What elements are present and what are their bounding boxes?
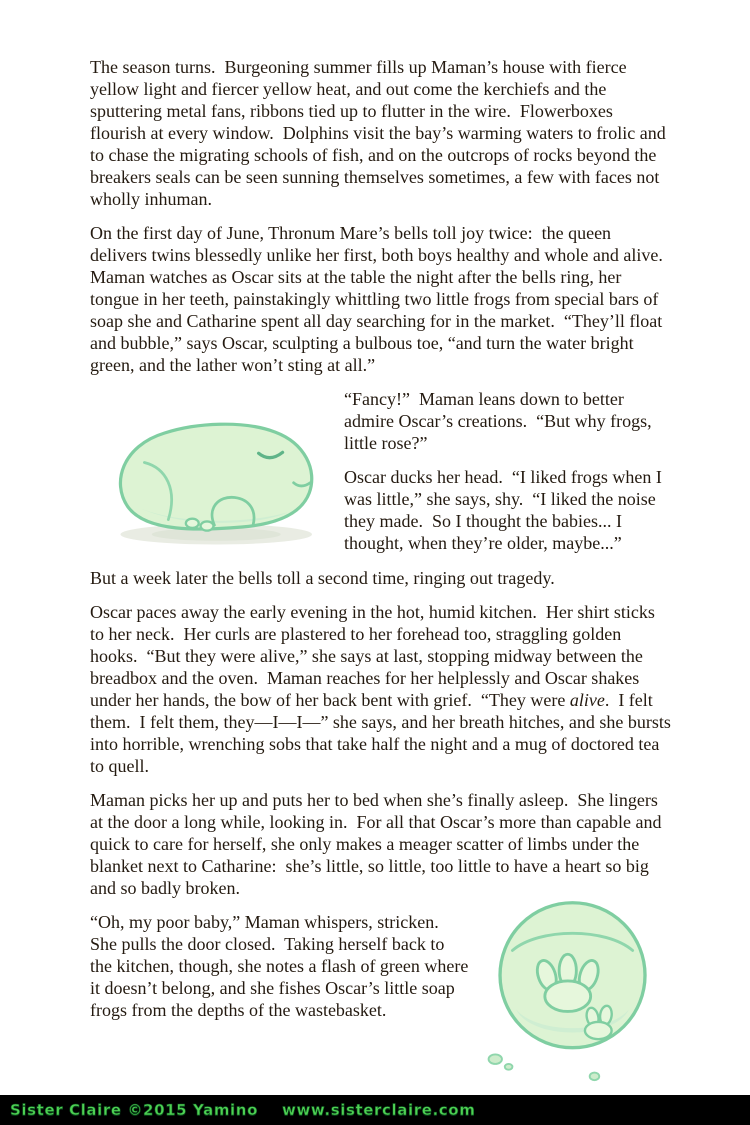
paragraph-tragedy: But a week later the bells toll a second time, ringing out tragedy. <box>90 568 555 588</box>
illustrated-row-sleeping-frog <box>90 388 672 555</box>
copyright-text: Sister Claire ©2015 Yamino <box>10 1101 258 1119</box>
story-page-content <box>90 56 676 1103</box>
sleeping-soap-frog-illustration <box>90 388 344 555</box>
paragraph-puts-to-bed: Maman picks her up and puts her to bed when she’s finally asleep. She lingers at the door a long while, looking in. For all that Oscar’s more than capable and quick to care for herself, she only makes a meager scatter of limbs under the blanket next to Catharine: she’s little, so little, too little to have a heart so big and so badly broken. <box>90 790 667 898</box>
paragraph-oscar-paces-lead: Oscar paces away the early evening in the hot, humid kitchen. Her shirt sticks to her neck. Her curls are plastered to her forehead too, straggling golden hooks. “But they were alive,” she says at last, stopping midway between the breadbox and the oven. Maman reaches for her helplessly and Oscar shakes under her hands, the bow of her back bent with grief. “They were <box>90 602 660 710</box>
curled-soap-frog-icon <box>480 895 666 1086</box>
illustrated-row-frog-ball <box>90 911 672 1091</box>
sleeping-soap-frog-icon <box>102 398 336 550</box>
curled-soap-frog-illustration <box>480 895 672 1091</box>
paragraph-poor-baby: “Oh, my poor baby,” Maman whispers, stricken. She pulls the door closed. Taking herself back to the kitchen, though, she notes a flash of green where it doesn’t belong, and she fishes Oscar’s little soap frogs from the depths of the wastebasket. <box>90 912 473 1020</box>
paragraph-oscar-paces-tail: . I felt them. I felt them, they—I—I—” she says, and her breath hitches, and she bursts into horrible, wrenching sobs that take half the night and a mug of doctored tea to quell. <box>90 690 676 776</box>
paragraph-oscar-paces <box>90 601 676 777</box>
paragraph-liked-frogs: Oscar ducks her head. “I liked frogs when I was little,” she says, shy. “I liked the noise they made. So I thought the babies... I thought, when they’re older, maybe...” <box>344 467 667 553</box>
side-text-column <box>344 388 672 554</box>
closing-text-column <box>90 911 480 1021</box>
website-text: www.sisterclaire.com <box>281 1101 476 1119</box>
paragraph-bells-toll-joy: On the first day of June, Thronum Mare’s bells toll joy twice: the queen delivers twins blessedly unlike her first, both boys healthy and whole and alive. Maman watches as Oscar sits at the table the night after the bells ring, her tongue in her teeth, painstakingly whittling two little frogs from special bars of soap she and Catharine spent all day searching for in the market. “They’ll float and bubble,” says Oscar, sculpting a bulbous toe, “and turn the water bright green, and the lather won’t sting at all.” <box>90 223 672 375</box>
footer-bar <box>0 1095 750 1125</box>
paragraph-oscar-paces-emphasis: alive <box>569 690 605 710</box>
paragraph-fancy: “Fancy!” Maman leans down to better admire Oscar’s creations. “But why frogs, little rose?” <box>344 389 657 453</box>
paragraph-season-turns: The season turns. Burgeoning summer fills up Maman’s house with fierce yellow light and fiercer yellow heat, and out come the kerchiefs and the sputtering metal fans, ribbons tied up to flutter in the wire. Flowerboxes flourish at every window. Dolphins visit the bay’s warming waters to frolic and to chase the migrating schools of fish, and on the outcrops of rocks beyond the breakers seals can be seen sunning themselves sometimes, a few with faces not wholly inhuman. <box>90 57 671 209</box>
